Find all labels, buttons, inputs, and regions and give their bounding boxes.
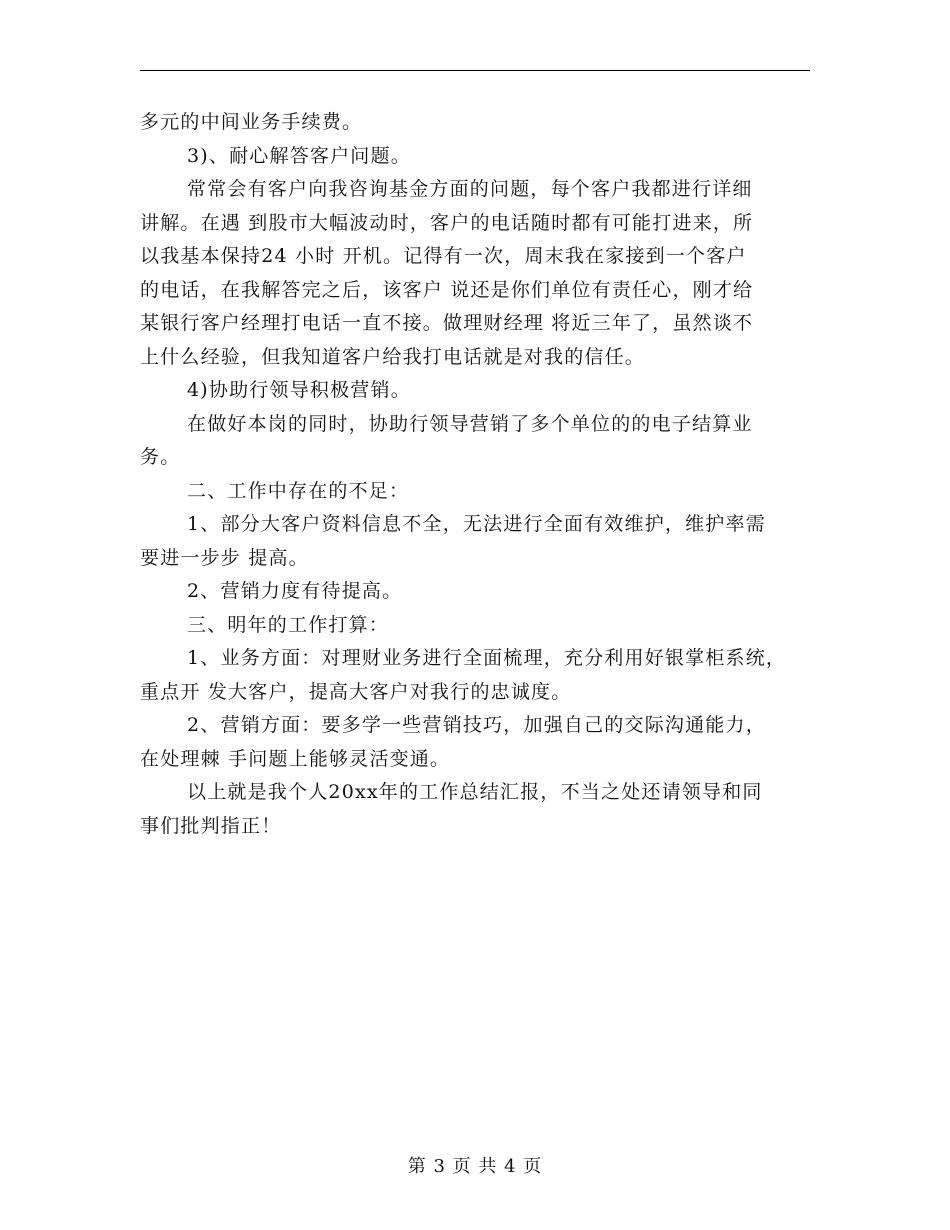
body-line: 在处理棘 手问题上能够灵活变通。 — [140, 747, 451, 770]
body-line: 事们批判指正！ — [140, 814, 282, 837]
body-line: 多元的中间业务手续费。 — [140, 111, 363, 133]
header-rule — [140, 70, 810, 71]
body-line: 4)协助行领导积极营销。 — [187, 379, 411, 401]
body-line: 务。 — [140, 446, 181, 468]
body-line: 常常会有客户向我咨询基金方面的问题，每个客户我都进行详细 — [187, 178, 753, 200]
body-line: 二、工作中存在的不足： — [187, 479, 410, 502]
body-line: 讲解。在遇 到股市大幅波动时，客户的电话随时都有可能打进来，所 — [140, 211, 754, 234]
body-line: 某银行客户经理打电话一直不接。做理财经理 将近三年了，虽然谈不 — [140, 312, 754, 334]
body-line: 要进一步步 提高。 — [140, 546, 309, 569]
page-number-footer: 第 3 页 共 4 页 — [407, 1156, 543, 1177]
body-line: 的电话，在我解答完之后，该客户 说还是你们单位有责任心，刚才给 — [140, 278, 754, 301]
body-line: 上什么经验，但我知道客户给我打电话就是对我的信任。 — [140, 345, 646, 368]
body-line: 以我基本保持24 小时 开机。记得有一次，周末我在家接到一个客户 — [140, 245, 747, 267]
body-line: 3)、耐心解答客户问题。 — [187, 144, 411, 167]
body-line: 三、明年的工作打算： — [187, 613, 390, 636]
body-line: 1、部分大客户资料信息不全，无法进行全面有效维护，维护率需 — [187, 513, 766, 535]
document-body — [140, 106, 812, 843]
body-line: 以上就是我个人20xx年的工作总结汇报，不当之处还请领导和同 — [187, 781, 763, 803]
body-line: 重点开 发大客户，提高大客户对我行的忠诚度。 — [140, 680, 572, 703]
body-line: 2、营销方面：要多学一些营销技巧，加强自己的交际沟通能力， — [187, 714, 766, 736]
body-line: 在做好本岗的同时，协助行领导营销了多个单位的的电子结算业 — [187, 412, 753, 435]
body-line: 2、营销力度有待提高。 — [187, 580, 403, 602]
body-line: 1、业务方面：对理财业务进行全面梳理，充分利用好银掌柜系统， — [187, 647, 787, 669]
